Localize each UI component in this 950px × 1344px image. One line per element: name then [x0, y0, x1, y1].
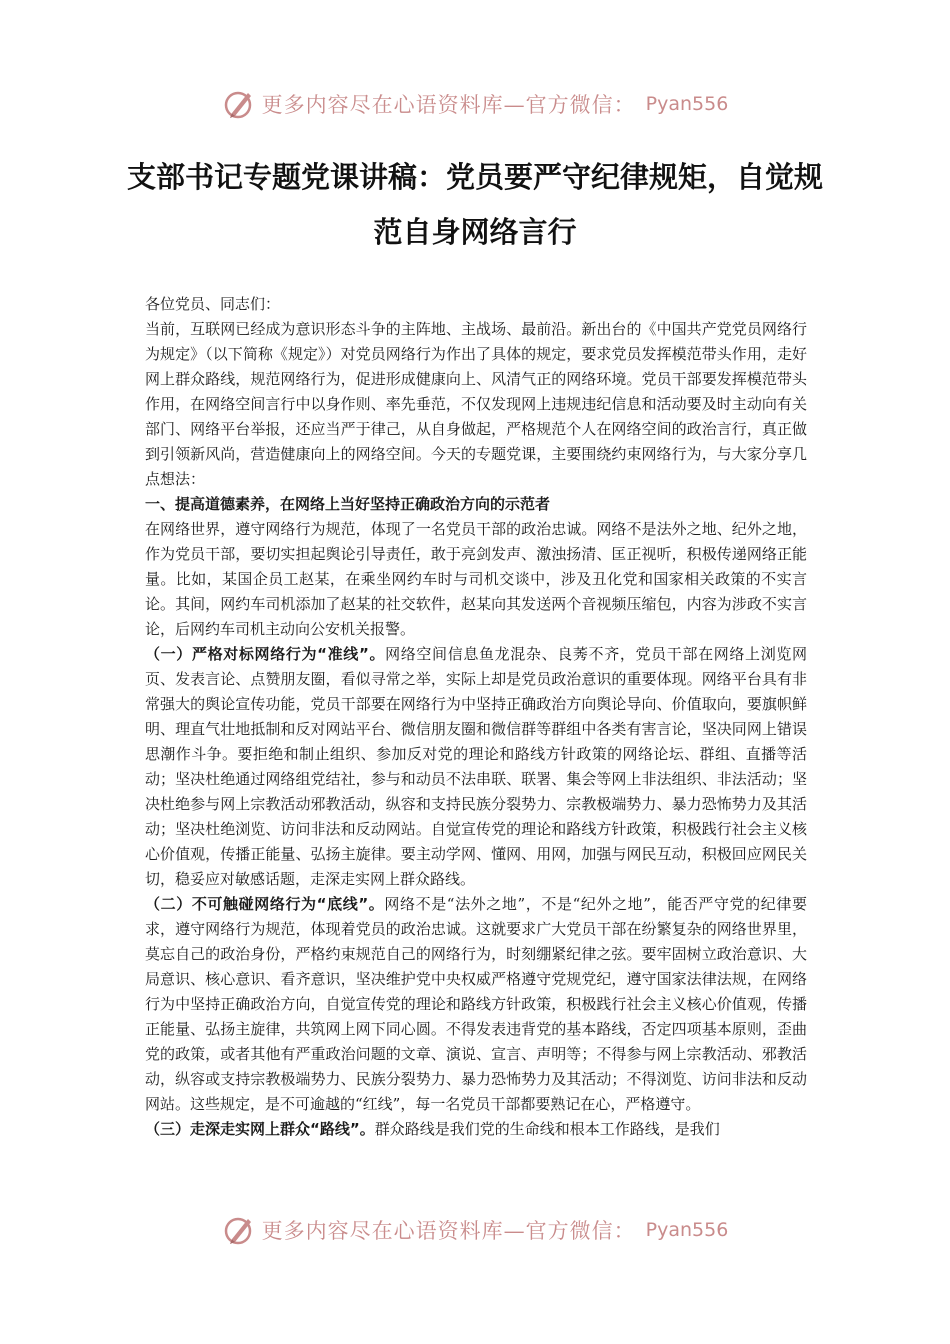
watermark-text: 更多内容尽在心语资料库—官方微信： [261, 1219, 636, 1243]
greeting: 各位党员、同志们： [145, 295, 281, 313]
section-1-paragraph: 在网络世界，遵守网络行为规范，体现了一名党员干部的政治忠诚。网络不是法外之地、纪外之地，作为党员干部，要切实担起舆论引导责任，敢于亮剑发声、激浊扬清、匡正视听，积极传递网络正能量。比如，某国企员工赵某，在乘坐网约车时与司机交谈中，涉及丑化党和国家相关政策的不实言论。其间，网约车司机添加了赵某的社交软件，赵某向其发送两个音视频压缩包，内容为涉政不实言论，后网约车司机主动向公安机关报警。 [145, 520, 807, 638]
header-watermark-banner [0, 84, 950, 124]
point-2-paragraph [145, 892, 807, 1117]
footer-watermark-banner [0, 1210, 950, 1250]
document-body [145, 292, 807, 1142]
point-3-lead: （三）走深走实网上群众“路线”。 [145, 1120, 375, 1138]
watermark-text: 更多内容尽在心语资料库—官方微信： [261, 93, 636, 117]
pen-logo-icon [222, 1213, 256, 1247]
point-2-lead: （二）不可触碰网络行为“底线”。 [145, 895, 385, 913]
point-3-paragraph [145, 1117, 807, 1142]
intro-paragraph: 当前，互联网已经成为意识形态斗争的主阵地、主战场、最前沿。新出台的《中国共产党党员网络行为规定》（以下简称《规定》）对党员网络行为作出了具体的规定，要求党员发挥模范带头作用，走好网上群众路线，规范网络行为，促进形成健康向上、风清气正的网络环境。党员干部要发挥模范带头作用，在网络空间言行中以身作则、率先垂范，不仅发现网上违规违纪信息和活动要及时主动向有关部门、网络平台举报，还应当严于律己，从自身做起，严格规范个人在网络空间的政治言行，真正做到引领新风尚，营造健康向上的网络空间。今天的专题党课，主要围绕约束网络行为，与大家分享几点想法： [145, 320, 807, 488]
pen-logo-icon [222, 87, 256, 121]
point-1-body: 网络空间信息鱼龙混杂、良莠不齐，党员干部在网络上浏览网页、发表言论、点赞朋友圈，看似寻常之举，实际上却是党员政治意识的重要体现。网络平台具有非常强大的舆论宣传功能，党员干部要在网络行为中坚持正确政治方向舆论导向、价值取向，要旗帜鲜明、理直气壮地抵制和反对网站平台、微信朋友圈和微信群等群组中各类有害言论，坚决同网上错误思潮作斗争。要拒绝和制止组织、参加反对党的理论和路线方针政策的网络论坛、群组、直播等活动；坚决杜绝通过网络组党结社，参与和动员不法串联、联署、集会等网上非法组织、非法活动；坚决杜绝参与网上宗教活动邪教活动，纵容和支持民族分裂势力、宗教极端势力、暴力恐怖势力及其活动；坚决杜绝浏览、访问非法和反动网站。自觉宣传党的理论和路线方针政策，积极践行社会主义核心价值观，传播正能量、弘扬主旋律。要主动学网、懂网、用网，加强与网民互动，积极回应网民关切，稳妥应对敏感话题，走深走实网上群众路线。 [145, 645, 807, 888]
document-title: 支部书记专题党课讲稿：党员要严守纪律规矩，自觉规范自身网络言行 [126, 160, 823, 249]
point-1-lead: （一）严格对标网络行为“准线”。 [145, 645, 386, 663]
section-heading-1: 一、提高道德素养，在网络上当好坚持正确政治方向的示范者 [145, 495, 551, 513]
watermark-wechat-id: Pyan556 [645, 1219, 729, 1241]
point-2-body: 网络不是“法外之地”，不是“纪外之地”，能否严守党的纪律要求，遵守网络行为规范，体现着党员的政治忠诚。这就要求广大党员干部在纷繁复杂的网络世界里，莫忘自己的政治身份，严格约束规范自己的网络行为，时刻绷紧纪律之弦。要牢固树立政治意识、大局意识、核心意识、看齐意识，坚决维护党中央权威严格遵守党规党纪，遵守国家法律法规，在网络行为中坚持正确政治方向，自觉宣传党的理论和路线方针政策，积极践行社会主义核心价值观，传播正能量、弘扬主旋律，共筑网上网下同心圆。不得发表违背党的基本路线，否定四项基本原则，歪曲党的政策，或者其他有严重政治问题的文章、演说、宣言、声明等；不得参与网上宗教活动、邪教活动，纵容或支持宗教极端势力、民族分裂势力、暴力恐怖势力及其活动；不得浏览、访问非法和反动网站。这些规定，是不可逾越的“红线”，每一名党员干部都要熟记在心，严格遵守。 [145, 895, 807, 1113]
watermark-wechat-id: Pyan556 [645, 93, 729, 115]
point-3-body: 群众路线是我们党的生命线和根本工作路线，是我们 [374, 1120, 720, 1138]
point-1-paragraph [145, 642, 807, 892]
